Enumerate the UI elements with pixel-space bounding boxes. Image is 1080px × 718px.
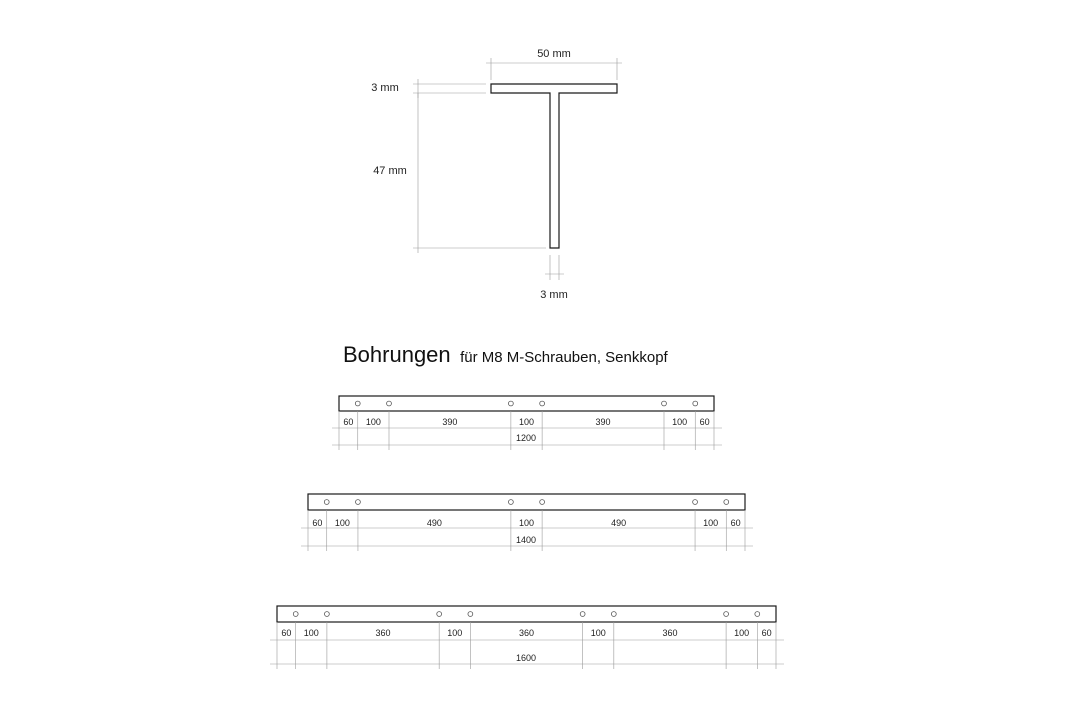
drill-hole (611, 612, 616, 617)
bar-1200-segment-labels (343, 417, 709, 427)
segment-label: 100 (703, 518, 719, 528)
drill-hole (724, 500, 729, 505)
drill-hole (324, 500, 329, 505)
bar-1200-drawing (332, 396, 722, 450)
bar-1400-drawing (301, 494, 753, 551)
drill-hole (356, 500, 361, 505)
segment-label: 100 (734, 628, 750, 638)
segment-label: 360 (518, 628, 535, 638)
segment-label: 60 (699, 417, 710, 427)
segment-label: 60 (281, 628, 292, 638)
drill-hole (693, 401, 698, 406)
drill-hole (437, 612, 442, 617)
width-label: 50 mm (537, 48, 571, 60)
heading-sub: für M8 M-Schrauben, Senkkopf (460, 349, 668, 366)
bar-1600-total-label: 1600 (515, 653, 537, 663)
segment-label: 60 (343, 417, 354, 427)
segment-label: 60 (730, 518, 741, 528)
drilling-heading (343, 342, 669, 367)
segment-label: 490 (426, 518, 442, 528)
bar-1400-outline (308, 494, 745, 510)
segment-label: 60 (312, 518, 323, 528)
bar-1400-total-label: 1400 (515, 535, 537, 545)
segment-label: 390 (595, 417, 611, 427)
segment-label: 490 (611, 518, 627, 528)
segment-label: 100 (518, 518, 535, 528)
segment-label: 360 (662, 628, 678, 638)
drill-hole (293, 612, 298, 617)
drill-hole (540, 401, 545, 406)
segment-label: 60 (761, 628, 772, 638)
drill-hole (468, 612, 473, 617)
segment-label: 100 (447, 628, 463, 638)
segment-label: 390 (442, 417, 458, 427)
drill-hole (755, 612, 760, 617)
segment-label: 100 (334, 518, 350, 528)
height-label: 47 mm (373, 165, 407, 177)
bar-1200-total-label: 1200 (515, 433, 537, 443)
t-profile-section (371, 48, 622, 301)
drill-hole (508, 500, 513, 505)
drill-hole (724, 612, 729, 617)
segment-label: 100 (518, 417, 535, 427)
bar-1600-outline (277, 606, 776, 622)
segment-label: 100 (590, 628, 606, 638)
heading-main: Bohrungen (343, 342, 451, 367)
drill-hole (325, 612, 330, 617)
segment-label: 100 (303, 628, 319, 638)
bar-1400-segment-labels (312, 518, 740, 528)
segment-label: 100 (672, 417, 688, 427)
drill-hole (662, 401, 667, 406)
drill-hole (387, 401, 392, 406)
drill-hole (508, 401, 513, 406)
drill-hole (355, 401, 360, 406)
t-profile-outline (491, 84, 617, 248)
drill-hole (693, 500, 698, 505)
drill-hole (540, 500, 545, 505)
drill-hole (580, 612, 585, 617)
bar-1200-outline (339, 396, 714, 411)
bar-1600-segment-labels (281, 628, 771, 638)
segment-label: 360 (375, 628, 391, 638)
segment-label: 100 (365, 417, 381, 427)
flange-label: 3 mm (371, 82, 399, 94)
web-label: 3 mm (540, 289, 568, 301)
bar-1600-drawing (270, 606, 784, 669)
